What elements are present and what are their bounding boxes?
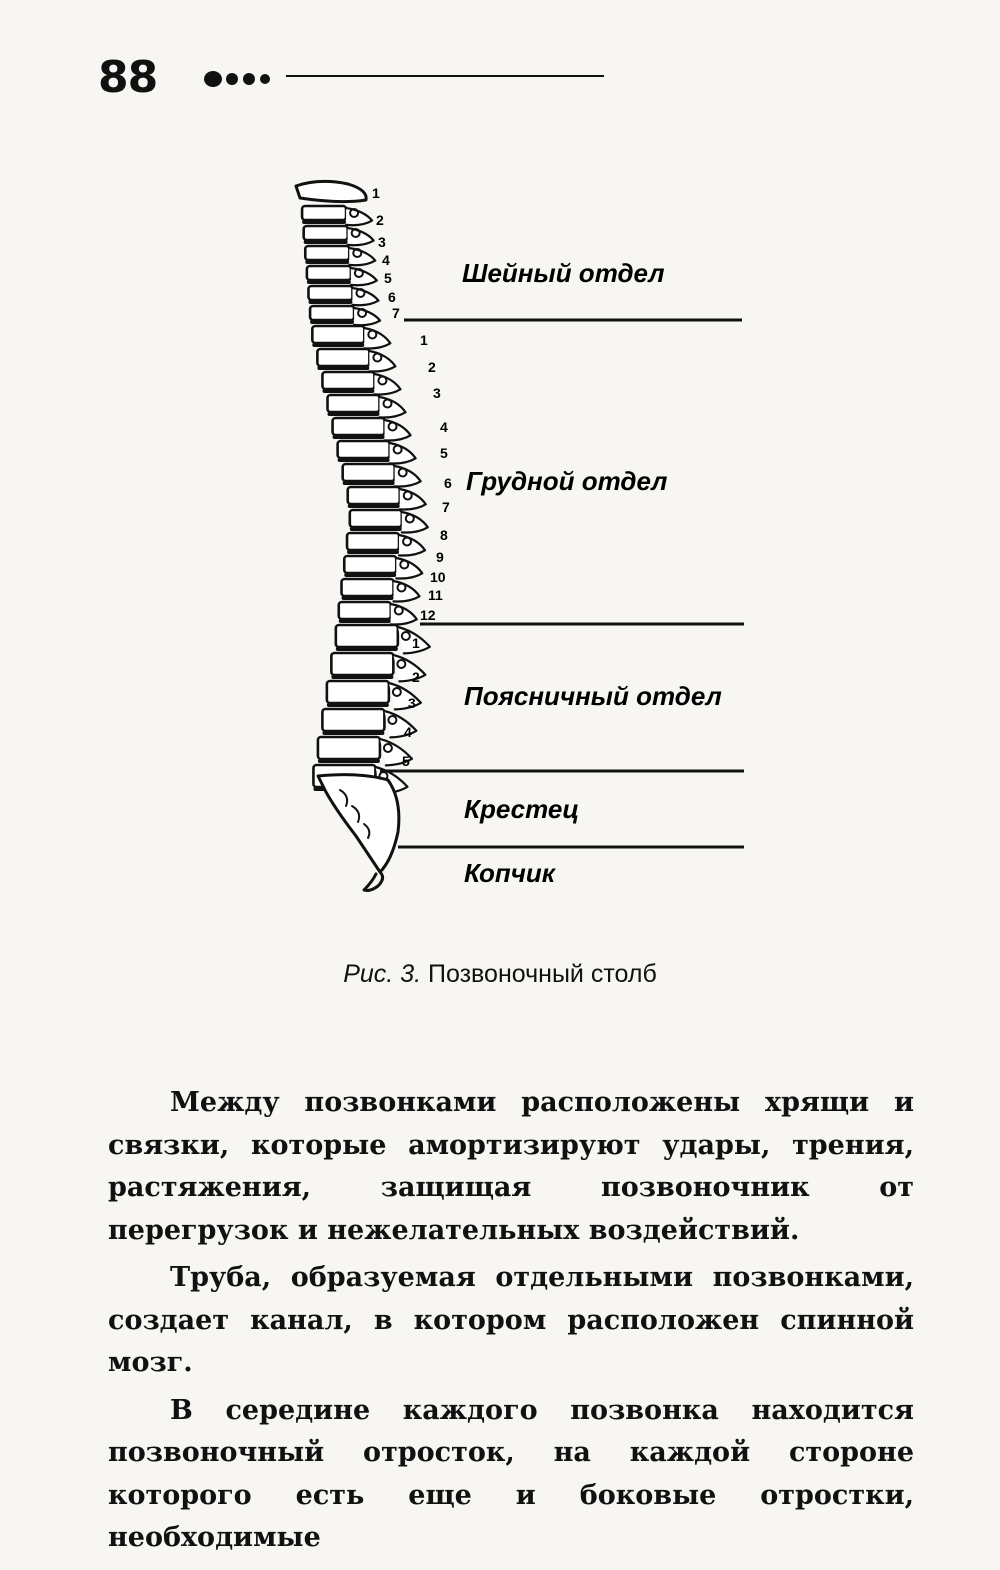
thoracic-num: 2: [428, 359, 436, 375]
spine-part: [312, 326, 364, 343]
page-number: 88: [98, 52, 158, 103]
lumbar-num: 3: [408, 695, 416, 711]
spine-part: [380, 397, 406, 418]
label-coccyx: Копчик: [464, 858, 555, 888]
paragraph: В середине каждого позвонка находится позвоночный отросток, на каждой стороне которого есть еще и боковые отростки, необходимые: [108, 1394, 914, 1553]
thoracic-num: 7: [442, 499, 450, 515]
spine-part: [327, 681, 389, 703]
spine-part: [364, 328, 390, 349]
spine-part: [374, 374, 400, 395]
label-cervical: Шейный отдел: [462, 258, 665, 288]
spine-part: [385, 420, 411, 441]
spine-part: [338, 441, 390, 458]
spine-part: [350, 510, 402, 527]
thoracic-num: 3: [433, 385, 441, 401]
cervical-num: 4: [382, 252, 390, 268]
spine-part: [296, 181, 366, 201]
thoracic-num: 5: [440, 445, 448, 461]
spine-part: [395, 466, 421, 487]
spine-part: [304, 226, 348, 240]
spine-part: [394, 581, 420, 602]
paragraph: Труба, образуемая отдельными позвонками, создает канал, в котором расположен спинной мозг.: [108, 1262, 914, 1378]
thoracic-num: 9: [436, 549, 444, 565]
cervical-num: 6: [388, 289, 396, 305]
cervical-num: 3: [378, 234, 386, 250]
spine-part: [339, 602, 391, 619]
caption-label: Рис. 3.: [343, 960, 422, 988]
spine-part: [318, 775, 399, 872]
cervical-num: 2: [376, 212, 384, 228]
spine-part: [328, 395, 380, 412]
cervical-num: 7: [392, 305, 400, 321]
spine-part: [302, 206, 346, 220]
spine-part: [369, 351, 395, 372]
paragraph: Между позвонками расположены хрящи и связки, которые амортизируют удары, трения, растяжения, защищая позвоночник от перегрузок и нежелательных воздействий.: [108, 1087, 914, 1246]
spine-part: [391, 604, 417, 625]
spine-part: [344, 556, 396, 573]
label-lumbar: Поясничный отдел: [464, 681, 722, 711]
spine-part: [343, 464, 395, 481]
lumbar-num: 4: [404, 724, 412, 740]
spine-part: [402, 512, 428, 533]
body-text: [108, 1082, 914, 1565]
spine-part: [396, 558, 422, 579]
cervical-num: 1: [372, 185, 380, 201]
label-sacrum: Крестец: [464, 794, 580, 824]
spine-part: [305, 246, 349, 260]
thoracic-num: 6: [444, 475, 452, 491]
thoracic-num: 1: [420, 332, 428, 348]
caption-text: Позвоночный столб: [428, 960, 657, 988]
spine-part: [347, 533, 399, 550]
figure-caption: [0, 960, 1000, 989]
spine-part: [399, 535, 425, 556]
spine-part: [307, 266, 351, 280]
spine-part: [322, 709, 384, 731]
spine-part: [310, 306, 354, 320]
spine-part: [336, 625, 398, 647]
spine-part: [389, 683, 421, 709]
spine-part: [390, 443, 416, 464]
spine-part: [308, 286, 352, 300]
spine-part: [317, 349, 369, 366]
thoracic-num: 8: [440, 527, 448, 543]
thoracic-num: 11: [428, 587, 443, 603]
spine-part: [318, 737, 380, 759]
lumbar-num: 1: [412, 635, 420, 651]
thoracic-num: 10: [430, 569, 446, 585]
spine-part: [348, 487, 400, 504]
spine-part: [322, 372, 374, 389]
lumbar-num: 2: [412, 669, 420, 685]
spine-part: [364, 872, 383, 891]
label-thoracic: Грудной отдел: [466, 466, 668, 496]
spine-illustration: [296, 181, 430, 890]
cervical-num: 5: [384, 270, 392, 286]
spine-part: [342, 579, 394, 596]
spine-part: [400, 489, 426, 510]
spine-part: [331, 653, 393, 675]
thoracic-num: 12: [420, 607, 436, 623]
lumbar-num: 5: [402, 753, 410, 769]
spine-part: [393, 655, 425, 681]
spine-part: [333, 418, 385, 435]
thoracic-num: 4: [440, 419, 448, 435]
